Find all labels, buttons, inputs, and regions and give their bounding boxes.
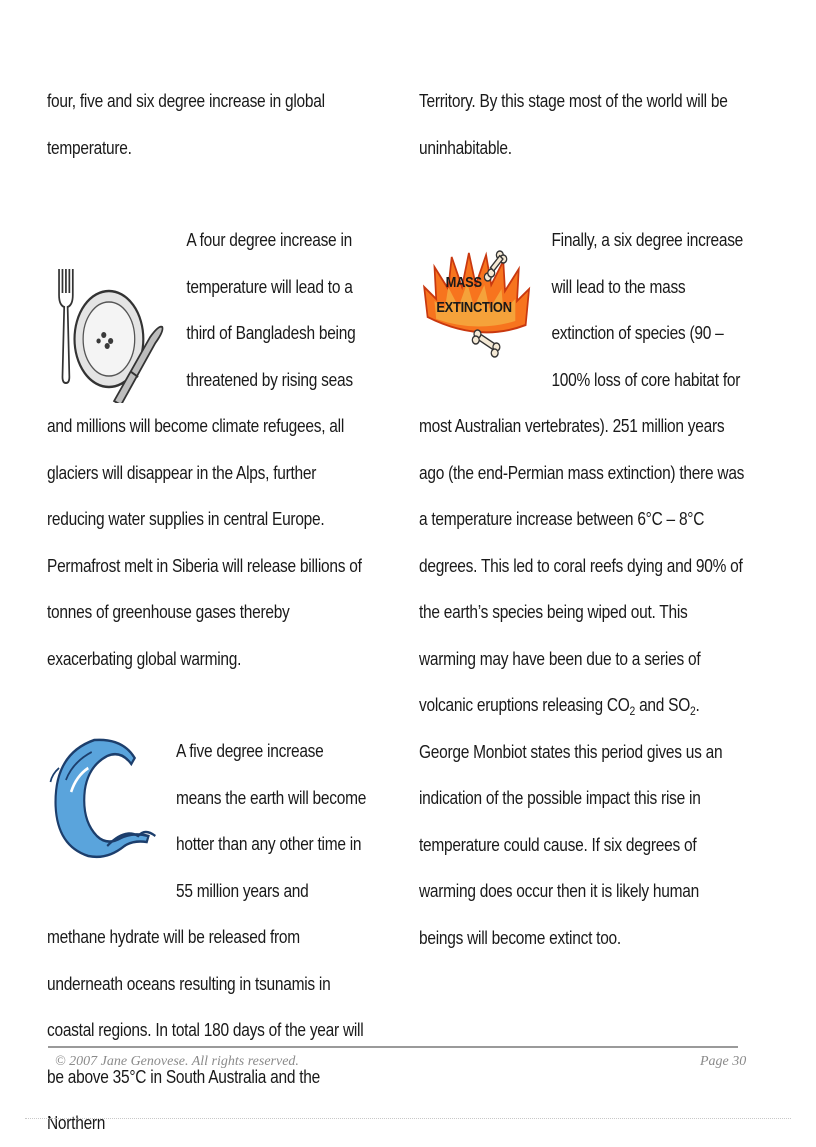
four-degree-paragraph: A four degree increase in temperature will lead to a third of Bangladesh being threatened by rising seas and millions will become climate refugees, all glaciers will disappear in the Alps, further reducing water supplies in central Europe. Permafrost melt in Siberia will release billions of tonnes of greenhouse gases thereby exacerbating global warming.	[47, 230, 362, 669]
five-degree-paragraph: A five degree increase means the earth will become hotter than any other time in 55 million years and methane hydrate will be released from underneath oceans resulting in tsunamis in coastal regions. In total 180 days of the year will be above 35°C in South Australia and the Northern	[47, 741, 367, 1133]
right-column	[419, 78, 746, 961]
six-degree-text-and: and SO	[635, 695, 691, 715]
mass-extinction-icon	[419, 217, 541, 372]
continuation-paragraph: Territory. By this stage most of the world will be uninhabitable.	[419, 91, 728, 158]
so2-subscript: 2	[690, 704, 696, 718]
wave-icon	[47, 728, 166, 868]
footer-rule	[48, 1046, 738, 1048]
copyright-text: © 2007 Jane Genovese. All rights reserved.	[55, 1054, 299, 1069]
plate-fork-knife-icon	[47, 217, 176, 403]
mass-text: MASS	[445, 273, 482, 291]
co2-subscript: 2	[629, 704, 636, 718]
six-degree-text-b: . George Monbiot states this period gives us an indication of the possible impact this rise in temperature could cause. If six degrees of warming does occur then it is likely human beings will become extinct too.	[419, 695, 723, 948]
page-number: Page 30	[700, 1054, 747, 1069]
left-column	[47, 78, 367, 1147]
page-bottom-border	[25, 1118, 791, 1119]
intro-paragraph: four, five and six degree increase in global temperature.	[47, 91, 325, 158]
six-degree-text-a: Finally, a six degree increase will lead to the mass extinction of species (90 – 100% loss of core habitat for most Australian vertebrates). 251 million years ago (the end-Permian mass extinction) there was a temperature increase between 6°C – 8°C degrees. This led to coral reefs dying and 90% of the earth’s species being wiped out. This warming may have been due to a series of volcanic eruptions releasing CO	[419, 230, 745, 715]
extinction-text: EXTINCTION	[436, 298, 512, 316]
